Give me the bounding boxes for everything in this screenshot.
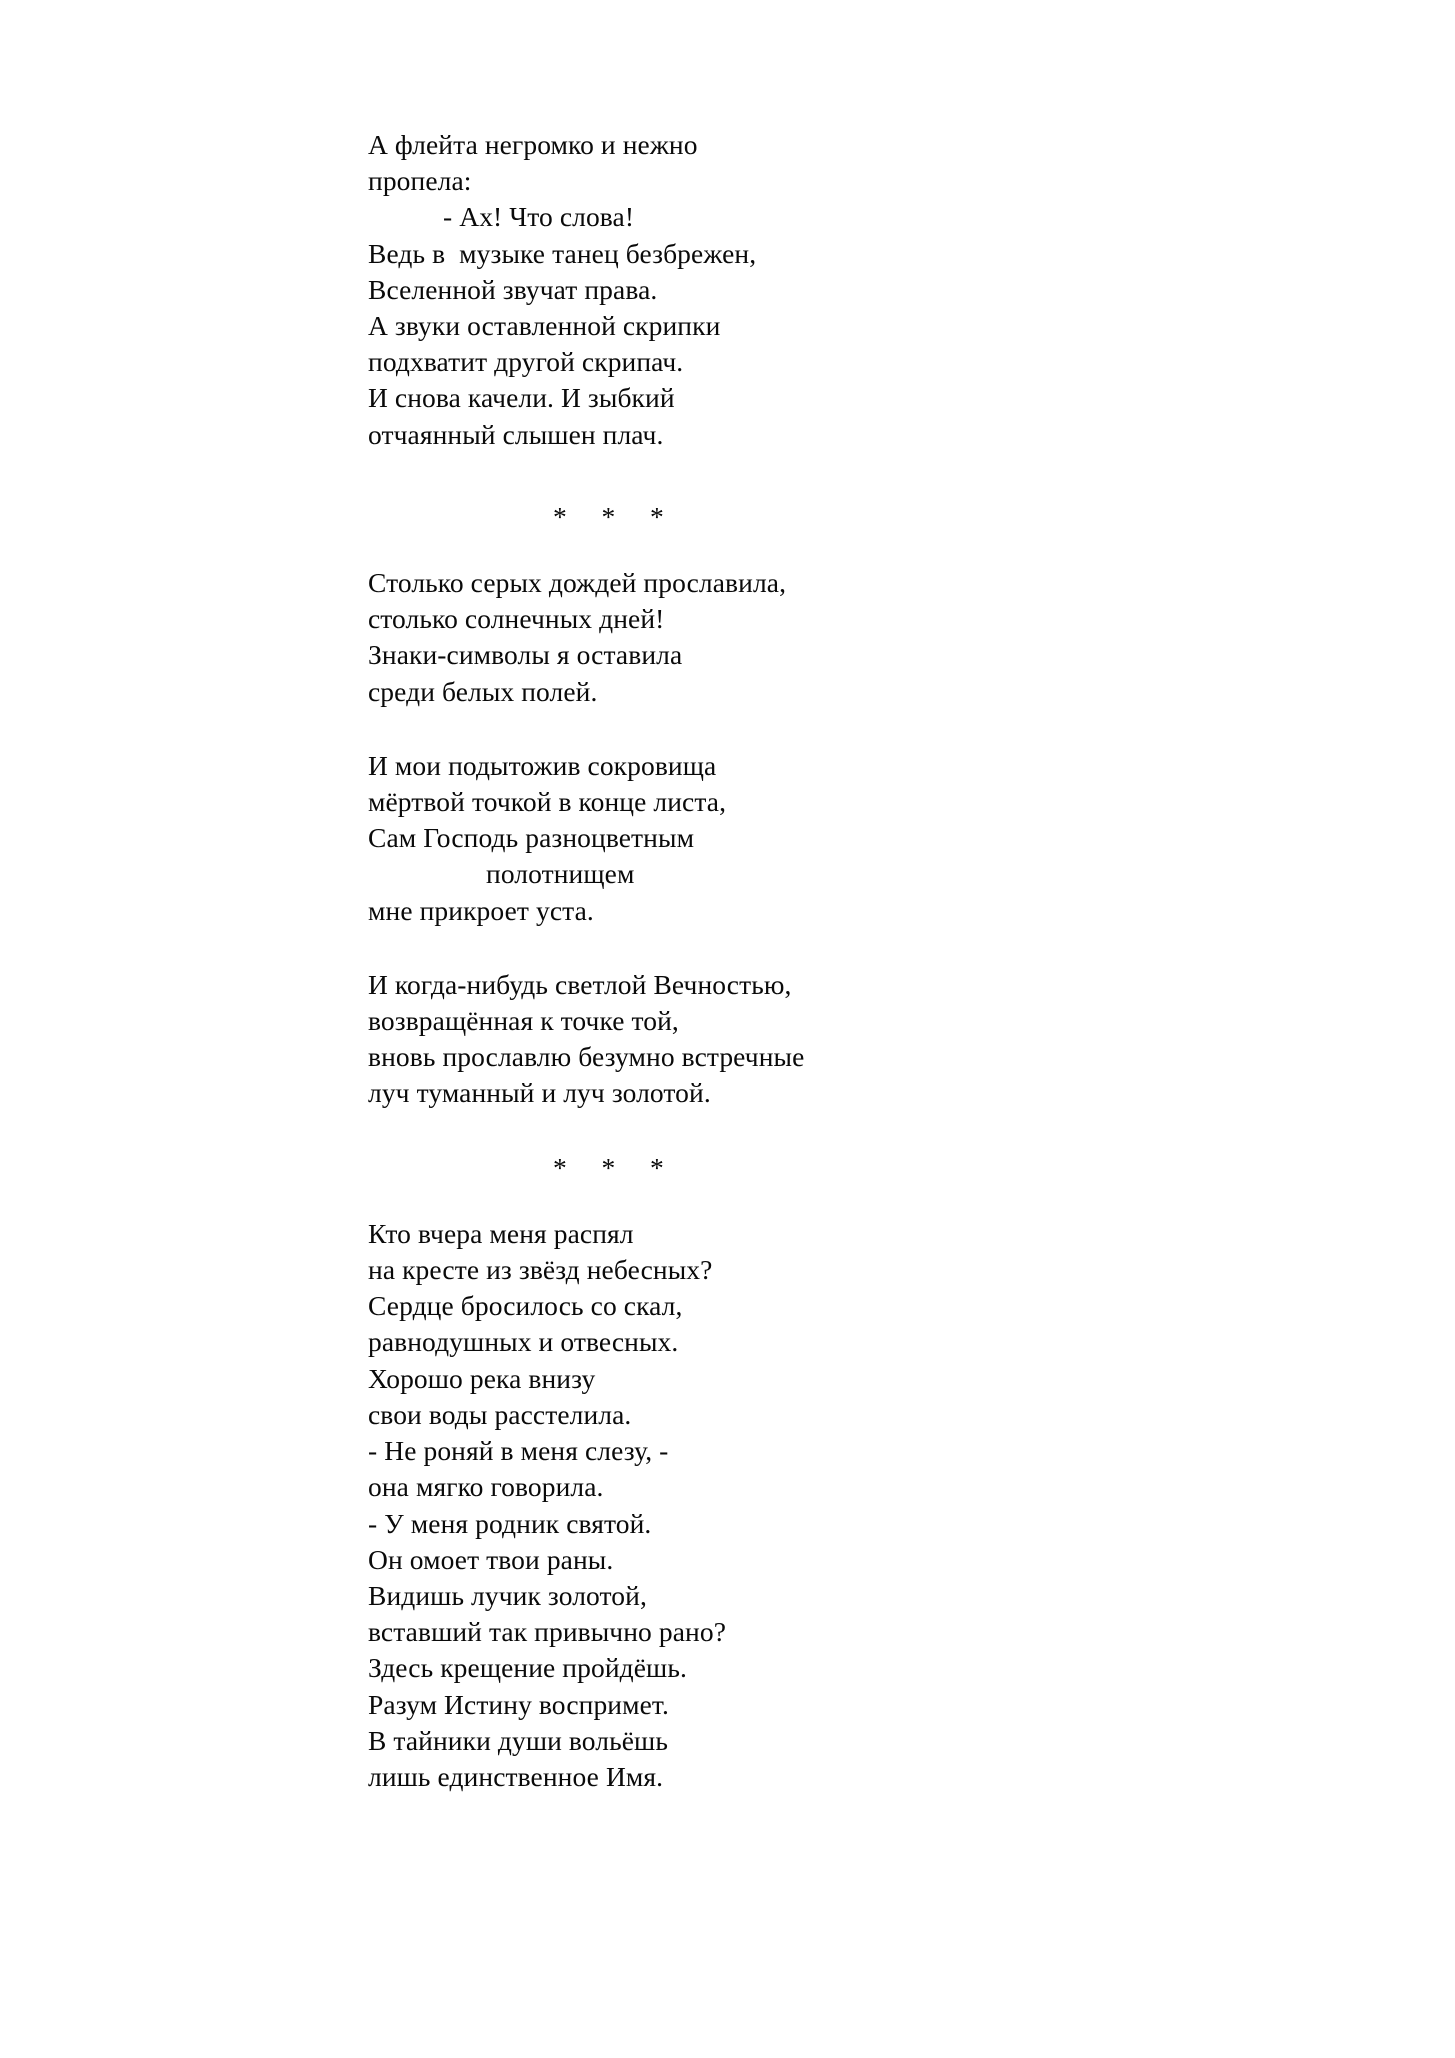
- poem-line: В тайники души вольёшь: [368, 1724, 668, 1756]
- poem-line: мне прикроет уста.: [368, 894, 594, 926]
- poem-line: Ведь в музыке танец безбрежен,: [368, 237, 757, 269]
- poem-2: [368, 565, 888, 1112]
- poem-line: Кто вчера меня распял: [368, 1217, 634, 1249]
- poem-line: отчаянный слышен плач.: [368, 418, 664, 450]
- poem-line: столько солнечных дней!: [368, 603, 665, 635]
- poem-2-stanza-1: [368, 565, 888, 710]
- poem-2-stanza-2: [368, 748, 888, 929]
- section-separator: * * *: [553, 500, 671, 532]
- stanza-gap: [368, 929, 888, 967]
- poem-line: пропела:: [368, 165, 472, 197]
- poem-line: вставший так привычно рано?: [368, 1616, 726, 1648]
- poem-line: подхватит другой скрипач.: [368, 346, 684, 378]
- stanza-gap: [368, 453, 888, 499]
- stanza-gap: [368, 710, 888, 748]
- section-separator: * * *: [553, 1151, 671, 1183]
- poem-3: [368, 1216, 888, 1795]
- poem-line: Сам Господь разноцветным: [368, 822, 695, 854]
- poem-line-indented: полотнищем: [486, 858, 635, 890]
- poem-line: Он омоет твои раны.: [368, 1543, 614, 1575]
- poem-line: луч туманный и луч золотой.: [368, 1077, 711, 1109]
- stanza-gap: [368, 1112, 888, 1150]
- poem-line: Здесь крещение пройдёшь.: [368, 1652, 687, 1684]
- poem-line: возвращённая к точке той,: [368, 1005, 679, 1037]
- poem-1: [368, 127, 888, 453]
- poem-line: Хорошо река внизу: [368, 1362, 596, 1394]
- poem-line-indented: - Ах! Что слова!: [443, 201, 635, 233]
- poem-line: мёртвой точкой в конце листа,: [368, 786, 727, 818]
- poem-line: А флейта негромко и нежно: [368, 129, 698, 160]
- poem-line: И когда-нибудь светлой Вечностью,: [368, 968, 792, 1000]
- poem-line: Сердце бросилось со скал,: [368, 1290, 683, 1322]
- poem-line: Столько серых дождей прославила,: [368, 567, 787, 599]
- poem-line: Вселенной звучат права.: [368, 273, 658, 305]
- poem-line: И снова качели. И зыбкий: [368, 382, 675, 414]
- poem-line: А звуки оставленной скрипки: [368, 310, 721, 342]
- poem-text-column: [368, 127, 888, 1795]
- stanza-gap: [368, 535, 888, 565]
- poem-line: она мягко говорила.: [368, 1471, 604, 1503]
- poem-line: среди белых полей.: [368, 675, 598, 707]
- poem-line: на кресте из звёзд небесных?: [368, 1254, 713, 1286]
- poem-line: Разум Истину воспримет.: [368, 1688, 669, 1720]
- poem-line: лишь единственное Имя.: [368, 1760, 664, 1792]
- stanza-gap: [368, 1186, 888, 1216]
- poem-line: Знаки-символы я оставила: [368, 639, 683, 671]
- poem-line: - У меня родник святой.: [368, 1507, 652, 1539]
- poem-2-stanza-3: [368, 967, 888, 1112]
- poem-line: - Не роняй в меня слезу, -: [368, 1435, 669, 1467]
- poem-line: свои воды расстелила.: [368, 1398, 632, 1430]
- poem-line: И мои подытожив сокровища: [368, 749, 717, 781]
- poem-line: вновь прославлю безумно встречные: [368, 1041, 805, 1073]
- poem-line: Видишь лучик золотой,: [368, 1579, 647, 1611]
- poem-line: равнодушных и отвесных.: [368, 1326, 679, 1358]
